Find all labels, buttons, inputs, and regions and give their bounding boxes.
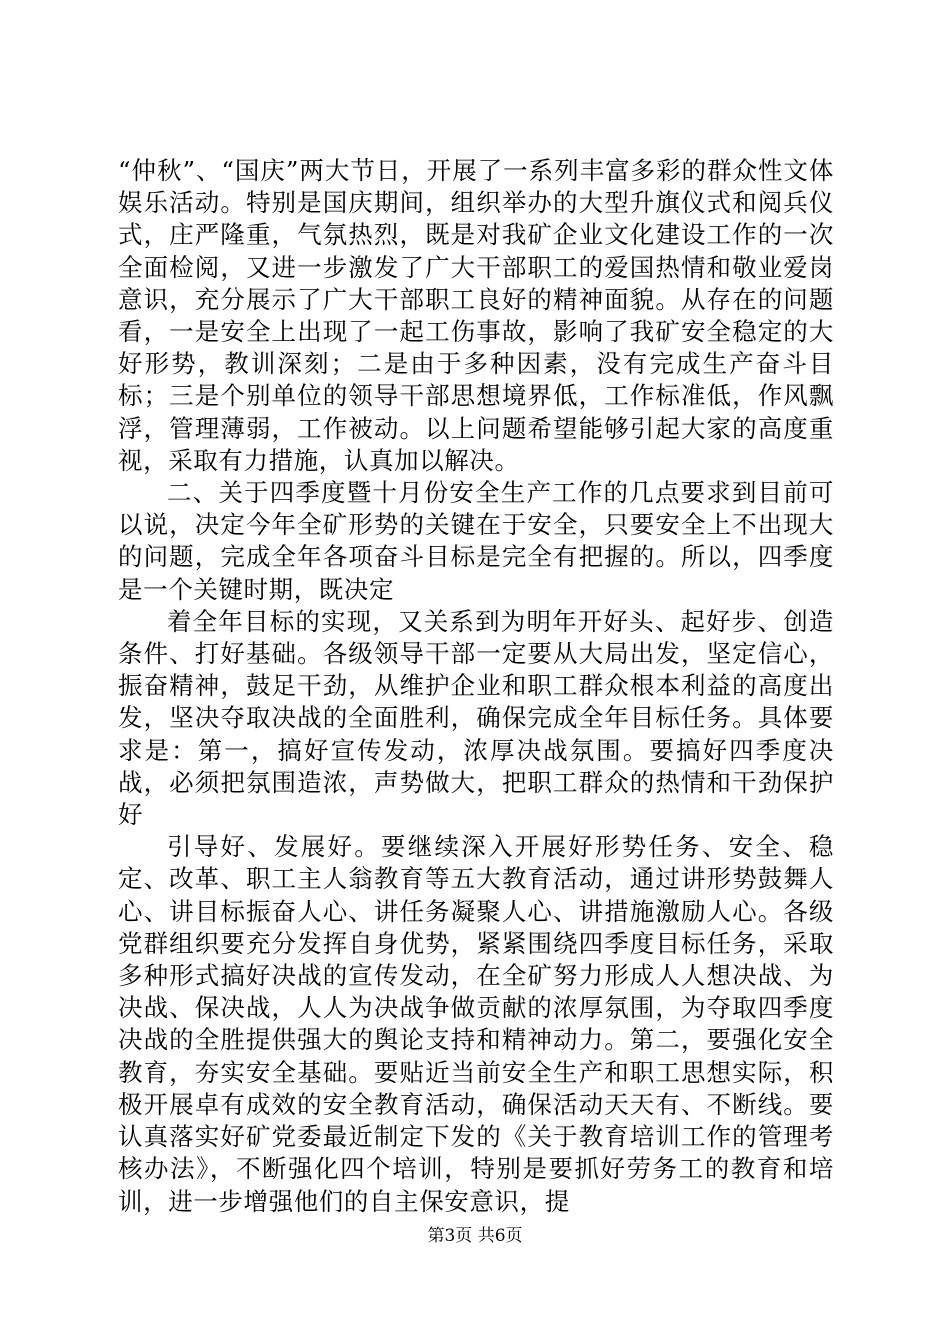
document-body <box>118 155 834 1218</box>
paragraph-4: 引导好、发展好。要继续深入开展好形势任务、安全、稳定、改革、职工主人翁教育等五大教育活动，通过讲形势鼓舞人心、讲目标振奋人心、讲任务凝聚人心、讲措施激励人心。各级党群组织要充分发挥自身优势，紧紧围绕四季度目标任务，采取多种形式搞好决战的宣传发动，在全矿努力形成人人想决战、为决战、保决战，人人为决战争做贡献的浓厚氛围，为夺取四季度决战的全胜提供强大的舆论支持和精神动力。第二，要强化安全教育，夯实安全基础。要贴近当前安全生产和职工思想实际，积极开展卓有成效的安全教育活动，确保活动天天有、不断线。要认真落实好矿党委最近制定下发的《关于教育培训工作的管理考核办法》，不断强化四个培训，特别是要抓好劳务工的教育和培训，进一步增强他们的自主保安意识，提 <box>118 832 834 1216</box>
paragraph-3: 着全年目标的实现，又关系到为明年开好头、起好步、创造条件、打好基础。各级领导干部一定要从大局出发，坚定信心，振奋精神，鼓足干劲，从维护企业和职工群众根本利益的高度出发，坚决夺取决战的全面胜利，确保完成全年目标任务。具体要求是：第一，搞好宣传发动，浓厚决战氛围。要搞好四季度决战，必须把氛围造浓，声势做大，把职工群众的热情和干劲保护好 <box>118 606 834 830</box>
paragraph-1: “仲秋”、“国庆”两大节日，开展了一系列丰富多彩的群众性文体娱乐活动。特别是国庆期间，组织举办的大型升旗仪式和阅兵仪式，庄严隆重，气氛热烈，既是对我矿企业文化建设工作的一次全面检阅，又进一步激发了广大干部职工的爱国热情和敬业爱岗意识，充分展示了广大干部职工良好的精神面貌。从存在的问题看，一是安全上出现了一起工伤事故，影响了我矿安全稳定的大好形势，教训深刻；二是由于多种因素，没有完成生产奋斗目标；三是个别单位的领导干部思想境界低，工作标准低，作风飘浮，管理薄弱，工作被动。以上问题希望能够引起大家的高度重视，采取有力措施，认真加以解决。 <box>118 156 834 475</box>
paragraph-2: 二、关于四季度暨十月份安全生产工作的几点要求到目前可以说，决定今年全矿形势的关键在于安全，只要安全上不出现大的问题，完成全年各项奋斗目标是完全有把握的。所以，四季度是一个关键时期，既决定 <box>118 478 834 604</box>
page-number-footer: 第3页 共6页 <box>427 1226 523 1246</box>
